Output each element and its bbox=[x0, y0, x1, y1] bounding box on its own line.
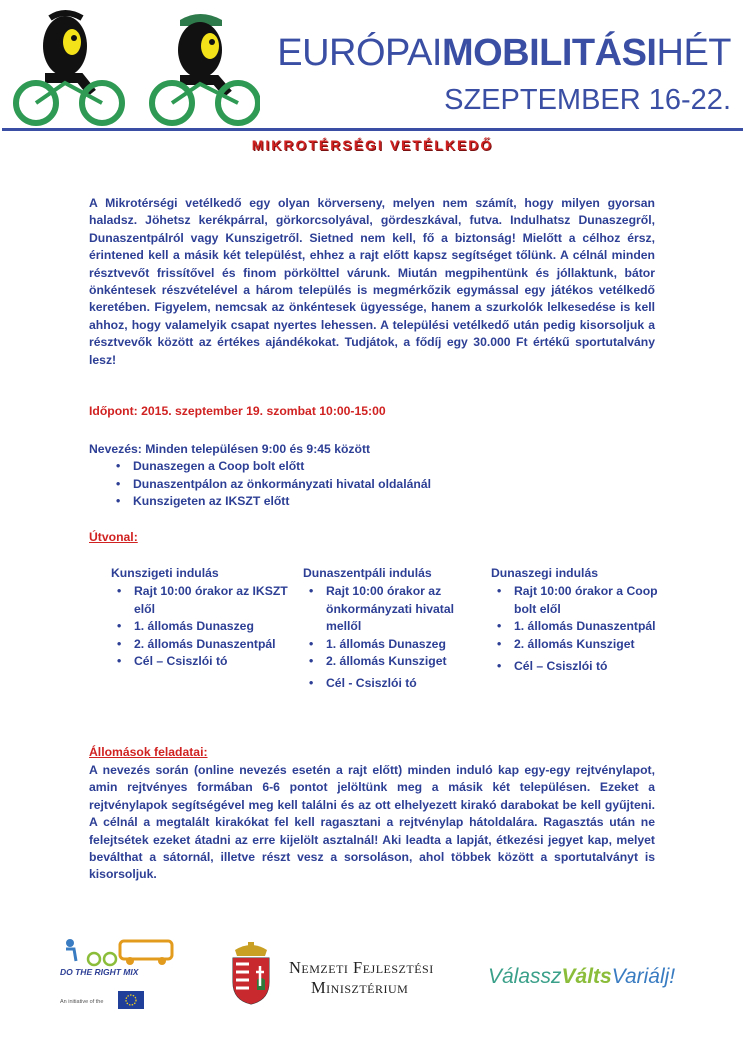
slogan-part-1: Válassz bbox=[488, 965, 562, 988]
route-column-dunaszeg bbox=[491, 565, 671, 675]
list-item: • Rajt 10:00 órakor az önkormányzati hivatal mellől bbox=[303, 583, 483, 635]
ministry-line1: Nemzeti Fejlesztési bbox=[289, 958, 434, 977]
eu-flag-icon bbox=[118, 991, 144, 1009]
hungarian-coat-of-arms-icon bbox=[225, 940, 277, 1006]
list-item: • 1. állomás Dunaszentpál bbox=[491, 618, 671, 635]
cyclists-logo bbox=[10, 8, 260, 126]
route-column-title: Dunaszentpáli indulás bbox=[303, 566, 432, 580]
list-item: • Dunaszegen a Coop bolt előtt bbox=[110, 458, 431, 475]
route-column-title: Kunszigeti indulás bbox=[111, 566, 219, 580]
ministry-line2: Minisztérium bbox=[311, 978, 409, 997]
slogan-part-2: Válts bbox=[561, 965, 612, 988]
stations-paragraph: A nevezés során (online nevezés esetén a rajt előtt) minden induló kap egy-egy rejtvénylapot, amin rejtvényes formában 6-6 pontot jelöltünk meg a másik két településen. Ezeket a rejtvénylapok segítségével meg kell találni és az ott elhelyezett kirakó darabokat be kell gyűjteni. A célnál a megtalált kirakókat fel kell ragasztani a rejtvénylap hátoldalára. Ragasztás után ne felejtsétek ezeket átadni az erre kijelölt asztalnál! Aki leadta a lapját, étkezési jegyet kap, melyet beválthat a sátornál, illetve részt vesz a sorsoláson, ahol többek között a sportutalványt is kisorsoljuk. bbox=[89, 763, 655, 882]
cyclist-right-icon bbox=[152, 14, 258, 123]
ministry-name bbox=[289, 958, 434, 998]
list-item: • Cél - Csiszlói tó bbox=[303, 675, 483, 692]
route-heading: Útvonal: bbox=[89, 530, 138, 544]
list-item: • Dunaszentpálon az önkormányzati hivatal oldalánál bbox=[110, 476, 431, 493]
route-column-title: Dunaszegi indulás bbox=[491, 566, 598, 580]
event-title: EURÓPAIMOBILITÁSIHÉT bbox=[277, 32, 731, 74]
list-item: • Rajt 10:00 órakor a Coop bolt elől bbox=[491, 583, 671, 618]
list-item: • 1. állomás Dunaszeg bbox=[303, 636, 483, 653]
do-the-right-mix-label: DO THE RIGHT MIX bbox=[60, 967, 139, 977]
do-the-right-mix-logo bbox=[58, 935, 188, 1015]
route-column-dunaszentpal bbox=[303, 565, 483, 693]
entry-list bbox=[110, 458, 431, 510]
list-item: • 2. állomás Kunsziget bbox=[303, 653, 483, 670]
intro-paragraph: A Mikrotérségi vetélkedő egy olyan körverseny, melyen nem számít, hogy milyen gyorsan haladsz. Jöhetsz kerékpárral, görkorcsolyával, gördeszkával, futva. Indulhatsz Dunaszegről, Dunaszentpálról vagy Kunszigetről. Sietned nem kell, fő a biztonság! Mielőtt a célhoz érsz, érintened kell a másik két települést, ehhez a rajt előtt kapsz segítséget tőlünk. A célnál minden résztvevőt frissítővel és finom pörkölttel várunk. Miután megpihentünk és jóllaktunk, bátor önkéntesek részvételével a három település is megmérkőzik egymással egy játékos vetélkedő keretében. Figyelem, nemcsak az önkéntesek ügyessége, hanem a szurkolók lelkesedése is kell ahhoz, hogy valamelyik csapat nyertes lehessen. A települési vetélkedő után pedig kisorsoljuk a résztvevők között az értékes ajándékokat. Tudjátok, a fődíj egy 30.000 Ft értékű sportutalvány lesz! bbox=[89, 196, 655, 367]
event-date: SZEPTEMBER 16-22. bbox=[444, 84, 731, 116]
stations-heading: Állomások feladatai: bbox=[89, 745, 208, 759]
list-item: • Rajt 10:00 órakor az IKSZT elől bbox=[111, 583, 291, 618]
entry-section bbox=[89, 441, 431, 511]
cyclist-left-icon bbox=[16, 13, 122, 123]
list-item: • Cél – Csiszlói tó bbox=[491, 658, 671, 675]
date-line: Időpont: 2015. szeptember 19. szombat 10:00-15:00 bbox=[89, 404, 386, 418]
header-divider bbox=[2, 128, 743, 131]
entry-title: Nevezés: Minden településen 9:00 és 9:45 között bbox=[89, 442, 371, 456]
mobility-icons-icon bbox=[58, 935, 178, 967]
slogan-part-3: Variálj! bbox=[611, 965, 676, 988]
list-item: • 1. állomás Dunaszeg bbox=[111, 618, 291, 635]
initiative-label: An initiative of the bbox=[60, 999, 104, 1005]
route-column-kunsziget bbox=[111, 565, 291, 670]
list-item: • Kunszigeten az IKSZT előtt bbox=[110, 493, 431, 510]
list-item: • 2. állomás Dunaszentpál bbox=[111, 636, 291, 653]
list-item: • Cél – Csiszlói tó bbox=[111, 653, 291, 670]
page-subtitle: MIKROTÉRSÉGI VETÉLKEDŐ bbox=[251, 137, 494, 153]
list-item: • 2. állomás Kunsziget bbox=[491, 636, 671, 653]
slogan bbox=[488, 965, 675, 989]
ministry-logo bbox=[225, 940, 465, 1010]
